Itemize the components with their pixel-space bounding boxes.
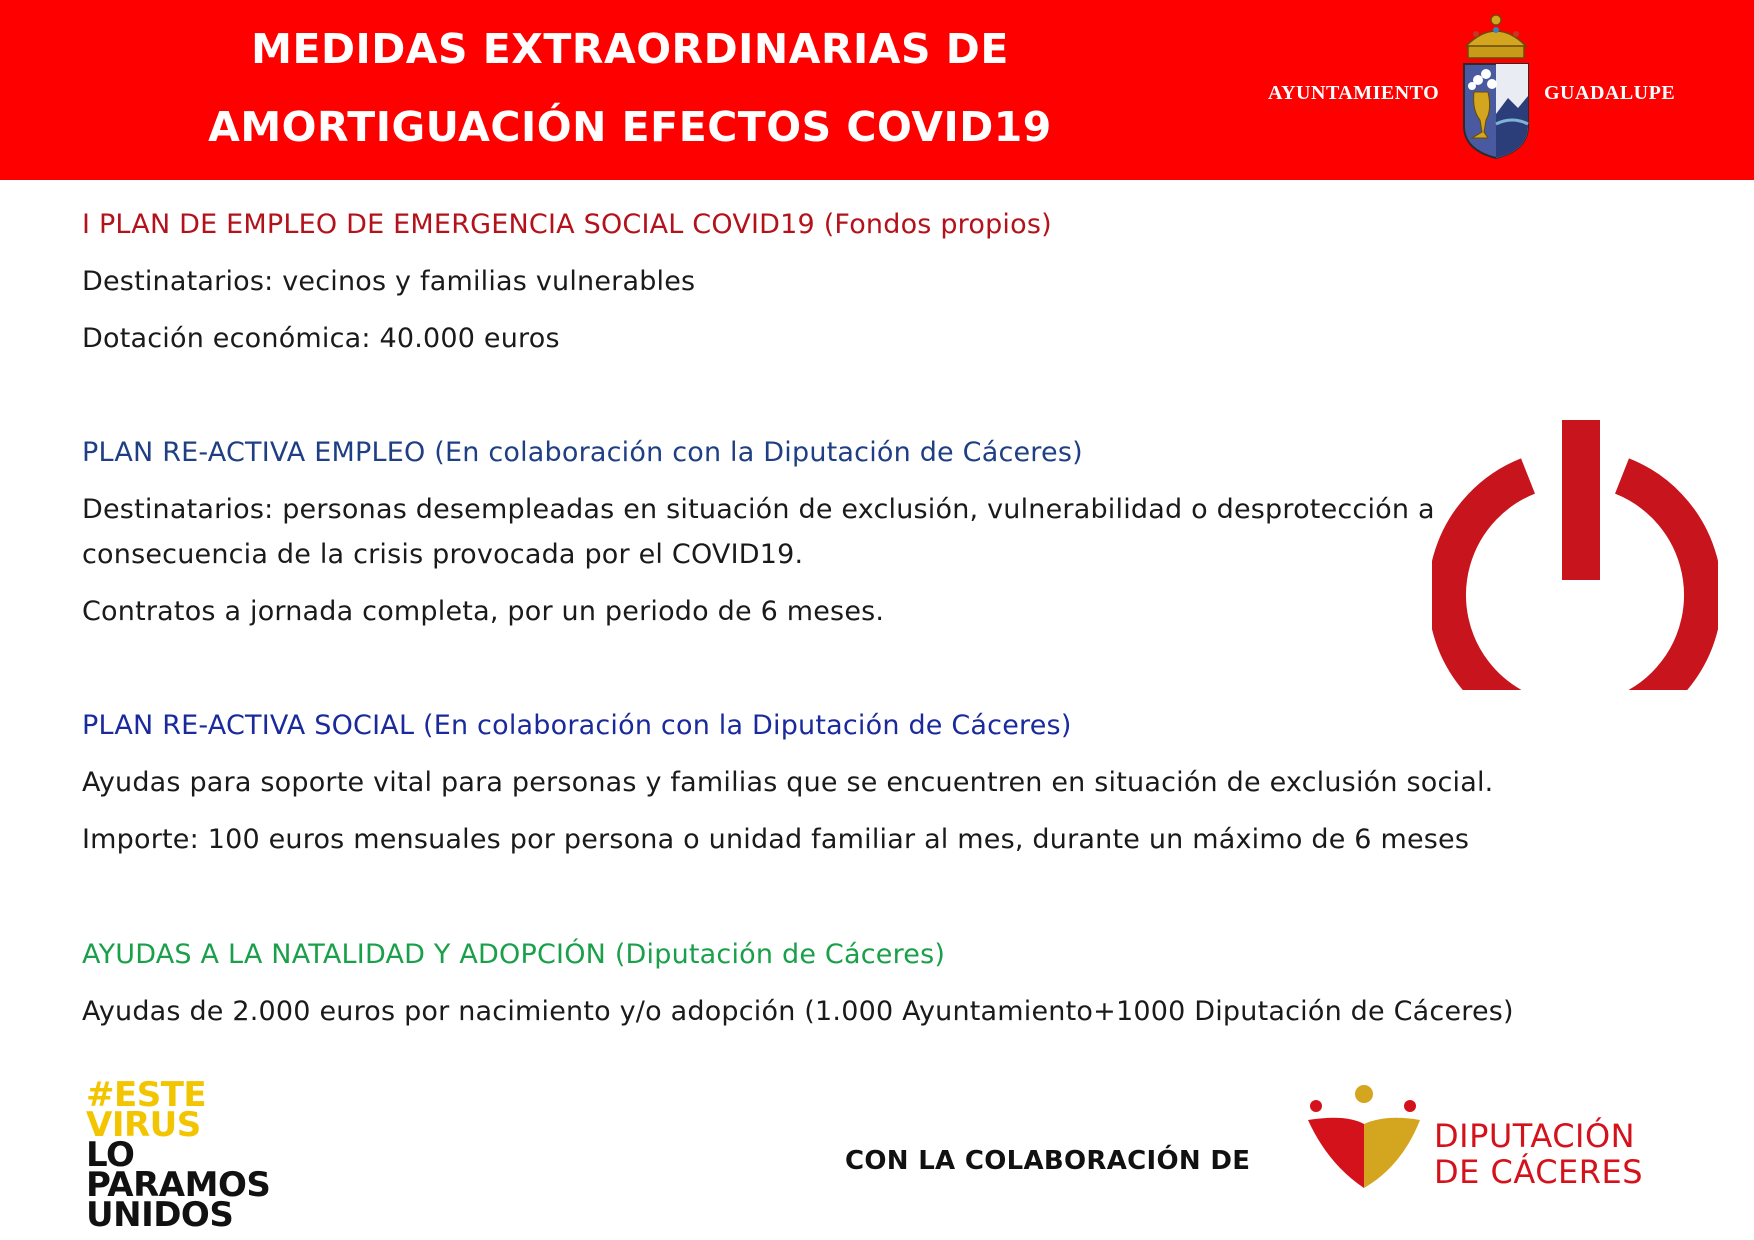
header-banner <box>0 0 1754 180</box>
section-heading-reactiva-empleo: PLAN RE-ACTIVA EMPLEO (En colaboración con la Diputación de Cáceres) <box>82 437 1083 468</box>
campaign-line: PARAMOS <box>86 1165 271 1205</box>
section-line: Ayudas para soporte vital para personas y familias que se encuentren en situación de exclusión social. <box>82 767 1494 798</box>
section-line: Dotación económica: 40.000 euros <box>82 323 560 354</box>
diputacion-logo-icon <box>1306 1084 1422 1190</box>
guadalupe-crest-icon <box>1456 14 1536 160</box>
campaign-logo <box>86 1075 346 1235</box>
title-line-2: AMORTIGUACIÓN EFECTOS COVID19 <box>208 103 1052 151</box>
title-line-1: MEDIDAS EXTRAORDINARIAS DE <box>251 25 1009 73</box>
campaign-line: VIRUS <box>86 1105 201 1145</box>
collaboration-label: CON LA COLABORACIÓN DE <box>845 1146 1251 1176</box>
campaign-line: UNIDOS <box>86 1195 234 1235</box>
campaign-line: LO <box>86 1135 135 1175</box>
section-line: Ayudas de 2.000 euros por nacimiento y/o adopción (1.000 Ayuntamiento+1000 Diputación de Cáceres) <box>82 996 1514 1027</box>
partner-name <box>1434 1118 1643 1190</box>
section-line: Contratos a jornada completa, por un periodo de 6 meses. <box>82 596 885 627</box>
power-icon <box>1432 420 1718 690</box>
campaign-line: #ESTE <box>86 1075 207 1115</box>
section-line: Destinatarios: personas desempleadas en situación de exclusión, vulnerabilidad o desprotección a <box>82 494 1435 525</box>
section-line: consecuencia de la crisis provocada por el COVID19. <box>82 539 804 570</box>
partner-line: DIPUTACIÓN <box>1434 1117 1636 1155</box>
section-heading-natalidad: AYUDAS A LA NATALIDAD Y ADOPCIÓN (Diputación de Cáceres) <box>82 939 946 970</box>
section-line: Destinatarios: vecinos y familias vulnerables <box>82 266 696 297</box>
section-line: Importe: 100 euros mensuales por persona o unidad familiar al mes, durante un máximo de 6 meses <box>82 824 1470 855</box>
section-heading-reactiva-social: PLAN RE-ACTIVA SOCIAL (En colaboración con la Diputación de Cáceres) <box>82 710 1072 741</box>
partner-line: DE CÁCERES <box>1434 1153 1644 1191</box>
section-heading-empleo-emergencia: I PLAN DE EMPLEO DE EMERGENCIA SOCIAL COVID19 (Fondos propios) <box>82 209 1052 240</box>
municipality-label-left: AYUNTAMIENTO <box>1268 82 1440 104</box>
page-title <box>180 10 1080 166</box>
municipality-label-right: GUADALUPE <box>1544 82 1676 104</box>
